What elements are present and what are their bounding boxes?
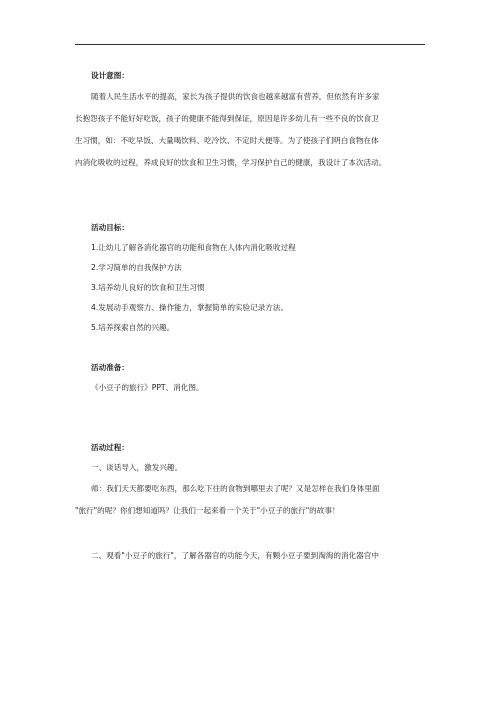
design-intent-line: 长抱怨孩子不能好好吃饭，孩子的健康不能得到保证，原因是许多幼儿有一些不良的饮食卫 bbox=[75, 114, 379, 123]
header-rule bbox=[75, 44, 425, 45]
goal-item: 4.发展动手观察力、操作能力，掌握简单的实验记录方法。 bbox=[91, 303, 289, 312]
teacher-line: 师：我们天天都要吃东西，那么吃下往的食物到哪里去了呢？又是怎样在我们身体里面 bbox=[91, 484, 380, 493]
design-intent-heading: 设计意图： bbox=[91, 71, 129, 80]
goal-item: 1.让幼儿了解各消化器官的功能和食物在人体内消化吸收过程 bbox=[91, 243, 296, 252]
document-body bbox=[75, 66, 427, 566]
process-step-2: 二、观看"小豆子的旅行"，了解各器官的功能今天，有颗小豆子要到淘淘的消化器官中 bbox=[91, 551, 379, 560]
teacher-dialogue bbox=[75, 478, 427, 522]
teacher-line: "旅行"的呢？你们想知道吗？让我们一起来看一个关于"小豆子的旅行"的故事！ bbox=[75, 506, 340, 515]
goals-heading: 活动目标： bbox=[91, 223, 129, 232]
preparation-text: 《小豆子的旅行》PPT、消化图。 bbox=[91, 383, 204, 392]
process-step-1: 一、谈话导入，激发兴趣。 bbox=[91, 463, 183, 472]
design-intent-line: 随着人民生活水平的提高，家长为孩子提供的饮食也越来越富有营养，但依然有许多家 bbox=[91, 92, 380, 101]
goal-item: 3.培养幼儿良好的饮食和卫生习惯 bbox=[91, 283, 205, 292]
preparation-heading: 活动准备： bbox=[91, 363, 129, 372]
process-heading: 活动过程： bbox=[91, 443, 129, 452]
design-intent-paragraph bbox=[75, 86, 427, 174]
goal-item: 5.培养探索自然的兴趣。 bbox=[91, 323, 175, 332]
design-intent-line: 生习惯，如：不吃早饭、大量喝饮料、吃冷饮、不定时大便等。为了使孩子们明白食物在体 bbox=[75, 136, 379, 145]
design-intent-line: 内消化吸收的过程，养成良好的饮食和卫生习惯，学习保护自己的健康，我设计了本次活动。 bbox=[75, 158, 387, 167]
goal-item: 2.学习简单的自我保护方法 bbox=[91, 263, 182, 272]
